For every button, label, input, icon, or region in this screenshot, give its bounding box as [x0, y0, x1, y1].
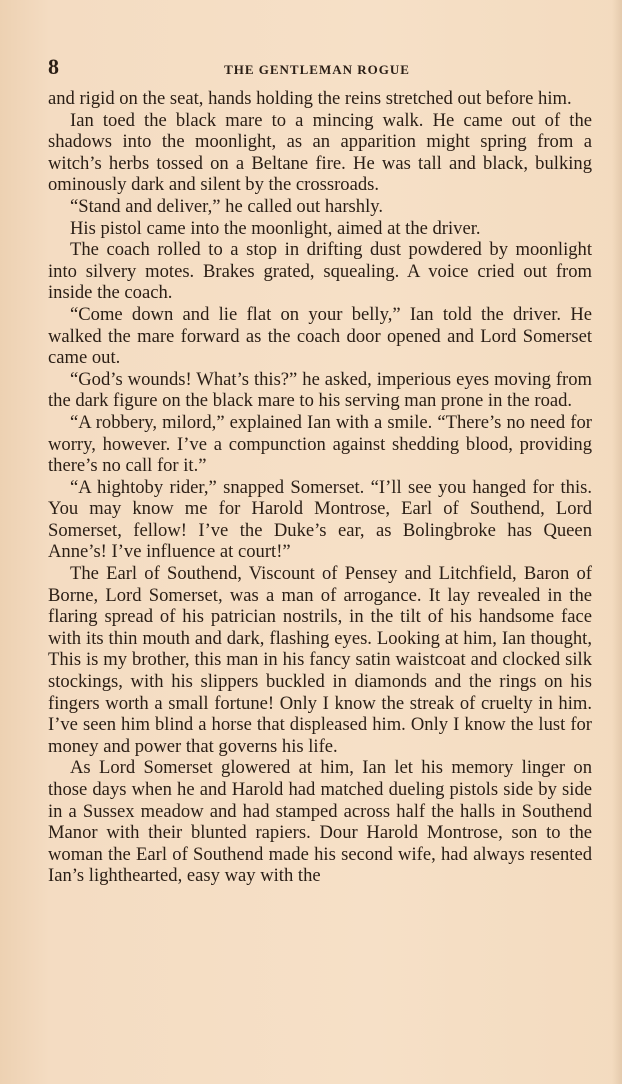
- paragraph: Ian toed the black mare to a mincing walk. He came out of the shadows into the moonlight, as an apparition might spring from a witch’s herbs tossed on a Beltane fire. He was tall and black, bulking ominously dark and silent by the crossroads.: [48, 109, 592, 196]
- paragraph: “God’s wounds! What’s this?” he asked, imperious eyes moving from the dark figure on the black mare to his serving man prone in the road.: [48, 368, 592, 412]
- paragraph: The coach rolled to a stop in drifting dust powdered by moonlight into silvery motes. Brakes grated, squealing. A voice cried out from inside the coach.: [48, 239, 592, 304]
- paragraph: His pistol came into the moonlight, aimed at the driver.: [70, 217, 481, 239]
- paragraph: The Earl of Southend, Viscount of Pensey and Litchfield, Baron of Borne, Lord Somerset, was a man of arrogance. It lay revealed in the flaring spread of his patrician nostrils, in the tilt of his handsome face with its thin mouth and dark, flashing eyes. Looking at him, Ian thought, This is my brother, this man in his fancy satin waistcoat and clocked silk stockings, with his slippers buckled in diamonds and the rings on his fingers worth a small fortune! Only I know the streak of cruelty in him. I’ve seen him blind a horse that displeased him. Only I know the lust for money and power that governs his life.: [48, 563, 592, 757]
- paragraph: and rigid on the seat, hands holding the reins stretched out before him.: [48, 88, 572, 109]
- paragraph: As Lord Somerset glowered at him, Ian let his memory linger on those days when he and Harold had matched dueling pistols side by side in a Sussex meadow and had stamped across half the halls in Southend Manor with their blunted rapiers. Dour Harold Montrose, son to the woman the Earl of Southend made his second wife, had always resented Ian’s lighthearted, easy way with the: [48, 757, 592, 887]
- body-text: [48, 88, 592, 887]
- paragraph: “Stand and deliver,” he called out harshly.: [70, 195, 383, 217]
- running-title: THE GENTLEMAN ROGUE: [224, 62, 410, 77]
- paragraph: “A robbery, milord,” explained Ian with a smile. “There’s no need for worry, however. I’ve a compunction against shedding blood, providing there’s no call for it.”: [48, 411, 592, 477]
- page-header: [48, 54, 592, 88]
- paragraph: “A hightoby rider,” snapped Somerset. “I’ll see you hanged for this. You may know me for Harold Montrose, Earl of Southend, Lord Somerset, fellow! I’ve the Duke’s ear, as Bolingbroke has Queen Anne’s! I’ve influence at court!”: [48, 476, 592, 563]
- page-number: 8: [48, 54, 59, 79]
- paragraph: “Come down and lie flat on your belly,” Ian told the driver. He walked the mare forward as the coach door opened and Lord Somerset came out.: [48, 303, 592, 369]
